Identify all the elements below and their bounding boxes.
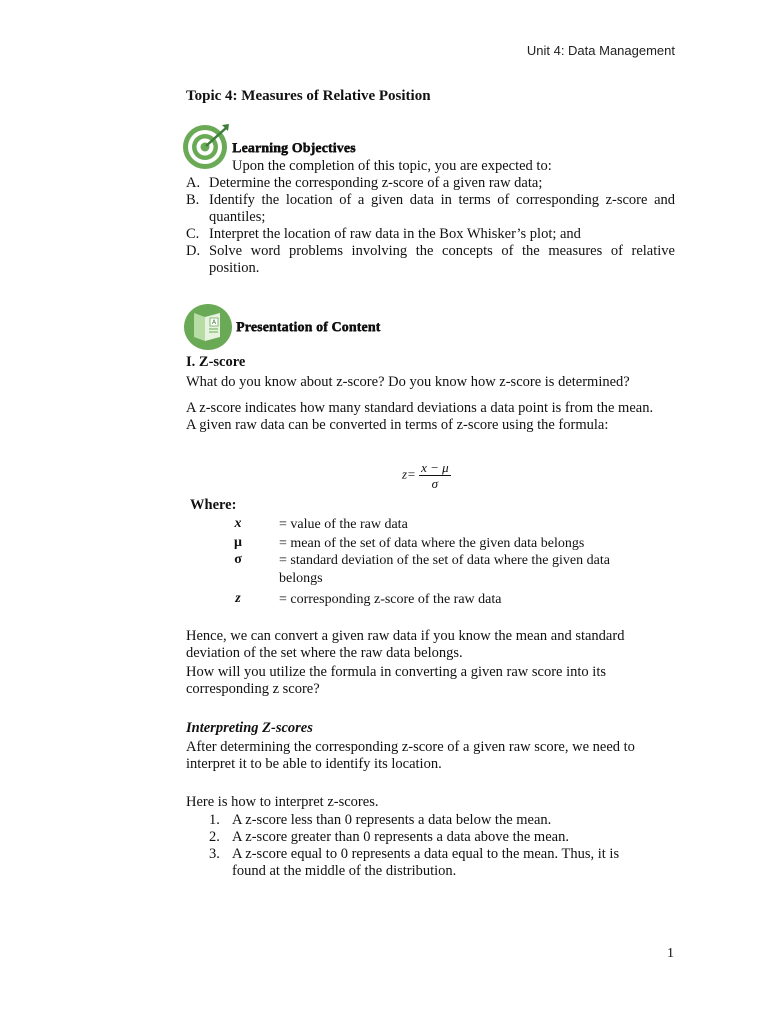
- topic-title: Topic 4: Measures of Relative Position: [186, 88, 431, 104]
- interpretation-list: [209, 812, 649, 880]
- hence-paragraph: Hence, we can convert a given raw data if you know the mean and standard deviation of the set where the raw data belongs.: [186, 628, 625, 661]
- list-item: 2. A z-score greater than 0 represents a data above the mean.: [209, 829, 569, 845]
- zscore-formula: [402, 460, 451, 491]
- formula-lhs: z=: [402, 466, 416, 482]
- formula-denominator: σ: [431, 476, 439, 491]
- interpreting-paragraph: After determining the corresponding z-score of a given raw score, we need to interpret it to be able to identify its location.: [186, 739, 635, 772]
- interpreting-heading: Interpreting Z-scores: [186, 720, 313, 736]
- svg-text:A: A: [211, 319, 217, 326]
- where-symbol: σ: [234, 552, 242, 567]
- objectives-intro: Upon the completion of this topic, you are expected to:: [232, 158, 552, 174]
- objectives-heading: Learning Objectives: [232, 141, 356, 156]
- presentation-heading: Presentation of Content: [236, 320, 381, 335]
- how-paragraph: How will you utilize the formula in converting a given raw score into its corresponding z score?: [186, 664, 606, 697]
- zscore-paragraph: A z-score indicates how many standard deviations a data point is from the mean. A given raw data can be converted in terms of z-score using the formula:: [186, 400, 654, 433]
- list-item: C. Interpret the location of raw data in the Box Whisker’s plot; and: [186, 226, 581, 242]
- target-icon: [182, 122, 232, 172]
- zscore-heading: I. Z-score: [186, 354, 246, 370]
- where-symbol: x: [234, 516, 242, 531]
- book-icon: [183, 303, 235, 351]
- where-definition: = mean of the set of data where the given data belongs: [279, 536, 585, 551]
- list-item: 3. A z-score equal to 0 represents a data equal to the mean. Thus, it is found at the middle of the distribution.: [209, 846, 620, 879]
- list-item: 1. A z-score less than 0 represents a data below the mean.: [209, 812, 552, 828]
- where-symbol: z: [235, 591, 241, 606]
- where-symbol: μ: [234, 535, 242, 550]
- where-definition: = standard deviation of the set of data where the given data belongs: [279, 553, 610, 586]
- where-definition: = corresponding z-score of the raw data: [279, 592, 502, 607]
- where-definition: = value of the raw data: [279, 517, 408, 532]
- list-item: B. Identify the location of a given data in terms of corresponding z-score and quantiles;: [186, 192, 675, 225]
- objectives-list: [186, 175, 675, 277]
- formula-numerator: x − μ: [421, 460, 449, 475]
- interpreting-intro: Here is how to interpret z-scores.: [186, 794, 379, 810]
- where-label: Where:: [190, 497, 237, 513]
- list-item: D. Solve word problems involving the concepts of the measures of relative position.: [186, 243, 675, 276]
- zscore-question: What do you know about z-score? Do you know how z-score is determined?: [186, 374, 630, 390]
- page-header: Unit 4: Data Management: [526, 43, 675, 58]
- formula-fraction: [419, 460, 451, 491]
- list-item: A. Determine the corresponding z-score of a given raw data;: [186, 175, 543, 191]
- page-number: 1: [667, 946, 674, 961]
